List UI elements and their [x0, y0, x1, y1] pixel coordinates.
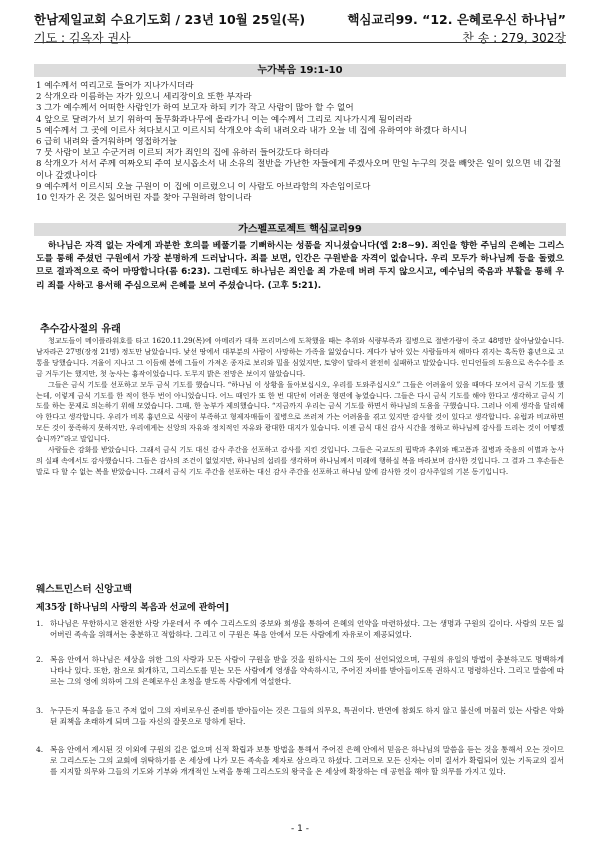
item-text: 복음 안에서 계시된 것 이외에 구원의 길은 없으며 신적 확립과 보통 방법을 통해서 주어진 은혜 안에서 믿음은 하나님의 말씀을 듣는 것을 통해서 오는 것이므로 그리스도는 그의 교회에 위탁하기를 온 세상에 나가 모든 족속을 제자로 삼으라고 하셨다. 그러므로 모든 신자는 이미 질서가 확립되어 있는 기독교의 질서를 지지할 의무와 그들의 기도와 기부와 개개적인 노력을 통해 그리스도의 왕국을 온 세상에 확장하는 데 공헌을 해야 할 의무를 가지고 있다.	[50, 745, 564, 777]
item-number: 1.	[36, 619, 44, 628]
confession-item	[36, 618, 564, 640]
confession-item	[36, 654, 564, 688]
paragraph: 그들은 금식 기도를 선포하고 모두 금식 기도를 했습니다. “하나님 이 상황을 돌아보십시오, 우리를 도와주십시오” 그들은 어려울이 있을 때마다 모여서 금식 기도를 했는데, 이렇게 금식 기도를 한 적이 한두 번이 아니었습니다. 어느 때인가 또 한 번 대단히 어려운 형편에 놓였습니다. 그들은 다시 금식 기도를 해야 한다고 생각하고 금식 기도를 하는 문제로 의논하기 위해 모였습니다. 그때, 한 농부가 제의했습니다. “지금까지 우리는 금식 기도를 하면서 하나님의 도움을 구했습니다. 그러나 이제 생각을 달리해야 한다고 생각합니다. 우리가 비록 흉년으로 식량이 부족하고 형제자매들이 질병으로 쓰러져 가는 어려움을 겪고 있지만 감사할 것이 있다고 생각합니다. 유럽과 비교하면 모든 것이 풍족하지 못하지만, 우리에게는 신앙의 자유와 정치적인 자유와 광대한 대지가 있습니다. 이젠 금식 대신 감사 시간을 정하고 하나님께 감사를 드리는 것이 어떻겠습니까?”라고 말입니다.	[36, 379, 564, 444]
item-text: 누구든지 복음을 듣고 주저 없이 그의 자비로우신 준비를 받아들이는 것은 그들의 의무요, 특권이다. 반면에 참회도 하지 않고 불신에 머물러 있는 사람은 악화된 죄책을 초래하게 되며 그들 자신의 잘못으로 망하게 된다.	[50, 706, 564, 727]
item-number: 4.	[36, 745, 44, 754]
thanksgiving-body	[36, 336, 564, 478]
verse: 9 예수께서 이르시되 오늘 구원이 이 집에 이르렀으니 이 사람도 아브라함의 자손임이로다	[36, 181, 371, 192]
westminster-title: 웨스트민스터 신앙고백	[36, 584, 133, 595]
page-number: - 1 -	[291, 824, 309, 834]
scripture-verses	[36, 81, 566, 204]
prayer-leader: 기도 : 김옥자 권사	[34, 31, 131, 45]
catechism-text: 하나님은 자격 없는 자에게 과분한 호의를 베풀기를 기뻐하시는 성품을 지니셨습니다(엡 2:8~9). 죄인을 향한 주님의 은혜는 그리스도를 통해 주셨던 구원에서 가장 분명하게 드러납니다. 죄를 보면, 인간은 구원받을 자격이 없습니다. 우리 모두가 하나님께 등을 돌렸으므로 결과적으로 죽어 마땅합니다(롬 6:23). 그런데도 하나님은 죄인을 죄 가운데 버려 두지 않으시고, 예수님의 죽음과 부활을 통해 우리 죄를 사하고 용서해 주심으로써 은혜를 보여 주셨습니다. (고후 5:21).	[36, 241, 564, 291]
verse: 3 그가 예수께서 어떠한 사람인가 하여 보고자 하되 키가 작고 사람이 많아 할 수 없어	[36, 103, 354, 114]
item-number: 2.	[36, 655, 44, 664]
doctrine-title: 핵심교리99. “12. 은혜로우신 하나님”	[347, 12, 566, 27]
bulletin-title: 한남제일교회 수요기도회 / 23년 10월 25일(목)	[34, 12, 306, 27]
confession-item	[36, 744, 564, 778]
hymn-numbers: 찬 송 : 279, 302장	[462, 31, 566, 45]
item-text: 하나님은 무한하시고 완전한 사랑 가운데서 주 예수 그리스도의 중보와 희생을 통하여 은혜의 언약을 마련하셨다. 그는 생명과 구원의 길이다. 사람의 모든 잃어버린 족속을 위해서는 충분하고 적합하다. 그리고 이 구원은 복음 안에서 모든 사람에게 자유로이 제공되었다.	[50, 619, 564, 640]
verse: 6 급히 내려와 즐거워하며 영접하거늘	[36, 137, 177, 148]
verse: 5 예수께서 그 곳에 이르사 쳐다보시고 이르시되 삭개오야 속히 내려오라 내가 오늘 네 집에 유하여야 하겠다 하시니	[36, 125, 468, 136]
item-number: 3.	[36, 706, 44, 715]
westminster-chapter: 제35장 [하나님의 사랑의 복음과 선교에 관하여]	[36, 603, 230, 613]
verse: 2 삭개오라 이름하는 자가 있으니 세리장이요 또한 부자라	[36, 92, 252, 103]
paragraph: 청교도들이 메이플라워호를 타고 1620.11.29(목)에 아메리카 대륙 프리머스에 도착했을 때는 추위와 식량부족과 질병으로 절반가량이 죽고 48명만 살아남았습니다. 남자라곤 27명(장정 21명) 정도만 남았습니다. 낯선 땅에서 대부분의 사람이 사망하는 가족을 잃었습니다. 게다가 남아 있는 사람들마저 해마다 겪지는 혹독한 흉년으로 고통을 당했습니다. 겨울이 지나고 그 이듬해 봄에 그들이 가져온 종자로 보리와 밀을 심었지만, 토양이 달라서 완전히 실패하고 말았습니다. 인디언들의 도움으로 옥수수를 조금 거두기는 했지만, 첫 농사는 흉작이었습니다. 도무지 밝은 전망은 보이지 않았습니다.	[36, 336, 564, 378]
catechism-title: 가스펠프로젝트 핵심교리99	[34, 223, 566, 236]
item-text: 복음 안에서 하나님은 세상을 위한 그의 사랑과 모든 사람이 구원을 받을 것을 원하시는 그의 뜻이 선언되었으며, 구원의 유일의 방법이 충분하고도 명백하게 나타나 있다. 또한, 참으로 회개하고, 그리스도를 믿는 모든 사람에게 영생을 약속하시고, 주어진 자비를 받아들이도록 권하시고 명령하신다. 그리고 말씀에 따르는 그의 영에 의하여 그의 은혜로우신 초청을 받도록 사람에게 역설한다.	[50, 655, 564, 687]
verse: 8 삭개오가 서서 주께 여짜오되 주여 보시옵소서 내 소유의 절반을 가난한 자들에게 주겠사오며 만일 누구의 것을 빼앗은 일이 있으면 네 갑절이나 갚겠나이다	[36, 159, 561, 181]
header	[34, 10, 566, 46]
verse: 4 앞으로 달려가서 보기 위하여 돌무화과나무에 올라가니 이는 예수께서 그리로 지나가시게 됨이러라	[36, 114, 412, 125]
verse: 7 뭇 사람이 보고 수군거려 이르되 저가 죄인의 집에 유하러 들어갔도다 하더라	[36, 148, 329, 159]
confession-item	[36, 705, 564, 727]
verse: 1 예수께서 여리고로 들어가 지나가시더라	[36, 81, 194, 91]
scripture-reference: 누가복음 19:1-10	[34, 64, 566, 77]
paragraph: 사람들은 감화를 받았습니다. 그래서 금식 기도 대신 감사 주간을 선포하고 감사를 지킨 것입니다. 그들은 국교도의 핍박과 추위와 배고픔과 질병과 죽음의 이별과 농사의 실패 속에서도 감사했습니다. 그들은 감사의 조건이 없었지만, 하나님의 섭리를 생각하며 하나님께서 미래에 행하실 복을 바라보며 감사한 것입니다. 그 결과 그 후손들은 말로 다 할 수 없는 복을 받았습니다. 그래서 금식 기도 주간을 선포하는 대신 감사 주간을 선포하고 하나님 앞에 감사한 것이 감사주일의 기본 동기입니다.	[36, 445, 564, 476]
verse: 10 인자가 온 것은 잃어버린 자를 찾아 구원하려 함이니라	[36, 193, 252, 204]
header-divider	[34, 42, 566, 43]
thanksgiving-heading: 추수감사절의 유래	[40, 324, 121, 335]
